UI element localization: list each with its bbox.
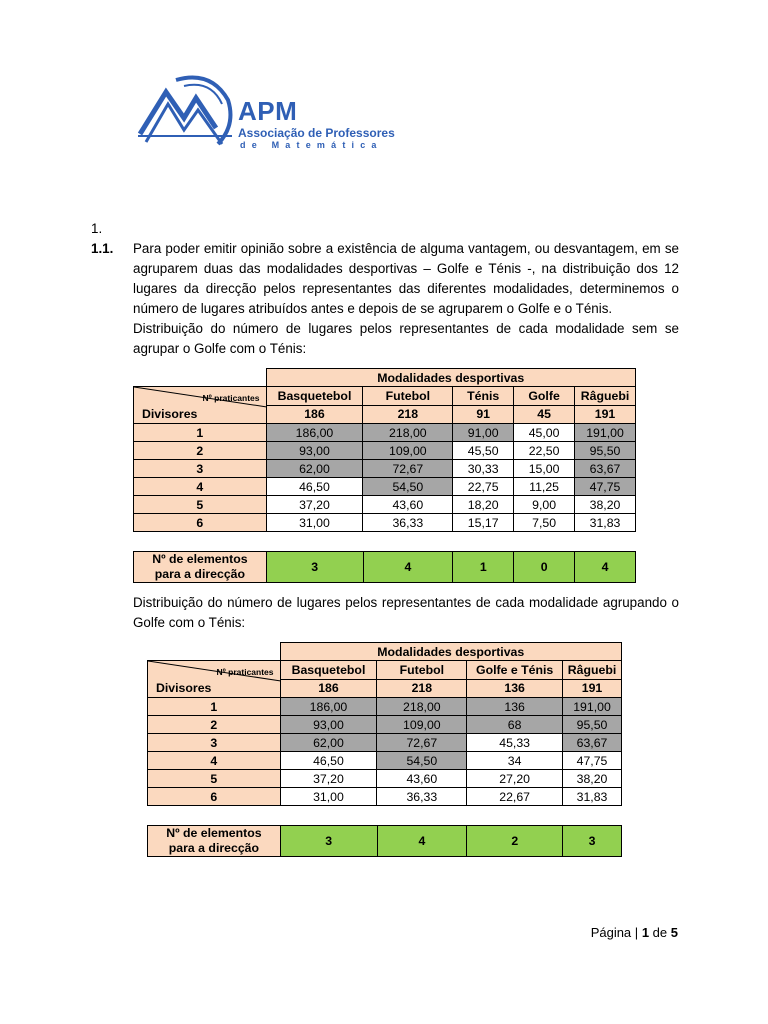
- table-cell: 186,00: [280, 698, 377, 716]
- count-cell: 218: [377, 679, 467, 698]
- table-cell: 93,00: [266, 442, 363, 460]
- logo-line-2: de Matemática: [240, 140, 383, 150]
- column-header: Ténis: [453, 387, 514, 406]
- logo-line-1: Associação de Professores: [238, 126, 395, 140]
- page-word: Página: [590, 925, 632, 940]
- table-cell: 38,20: [575, 496, 636, 514]
- subsection-number: 1.1.: [91, 241, 114, 256]
- elements-cell: 3: [266, 552, 363, 583]
- table-cell: 31,83: [563, 788, 622, 806]
- table-cell: 91,00: [453, 424, 514, 442]
- caption-table-1: Distribuição do número de lugares pelos representantes de cada modalidade sem se agrupar o Golfe com o Ténis:: [133, 321, 679, 356]
- divisor-cell: 4: [148, 752, 281, 770]
- count-cell: 186: [266, 405, 363, 424]
- table-row: [134, 478, 636, 496]
- divisor-cell: 2: [134, 442, 267, 460]
- table-cell: 62,00: [280, 734, 377, 752]
- column-header: Futebol: [363, 387, 453, 406]
- table-cell: 18,20: [453, 496, 514, 514]
- table-cell: 54,50: [377, 752, 467, 770]
- count-cell: 45: [514, 405, 575, 424]
- table-cell: 63,67: [575, 460, 636, 478]
- table-cell: 27,20: [467, 770, 563, 788]
- table-row: [148, 752, 622, 770]
- divisor-cell: 1: [134, 424, 267, 442]
- table-cell: 109,00: [363, 442, 453, 460]
- elements-label: [148, 826, 281, 857]
- divisor-cell: 5: [134, 496, 267, 514]
- table-cell: 22,50: [514, 442, 575, 460]
- table-cell: 30,33: [453, 460, 514, 478]
- table-cell: 15,17: [453, 514, 514, 532]
- divisor-cell: 5: [148, 770, 281, 788]
- table-cell: 37,20: [266, 496, 363, 514]
- table-2: [147, 642, 622, 806]
- table-cell: 31,00: [280, 788, 377, 806]
- elements-label-line-1: Nº de elementos: [166, 826, 262, 840]
- section-number: 1.: [91, 221, 103, 236]
- corner-top-label: Nº praticantes: [216, 667, 274, 677]
- total-pages: 5: [670, 925, 678, 940]
- table-1: [133, 368, 636, 532]
- table-cell: 38,20: [563, 770, 622, 788]
- table-cell: 95,50: [563, 716, 622, 734]
- caption-table-2: Distribuição do número de lugares pelos representantes de cada modalidade agrupando o Golfe com o Ténis:: [133, 595, 679, 630]
- table-row: [148, 770, 622, 788]
- table-cell: 46,50: [280, 752, 377, 770]
- count-cell: 91: [453, 405, 514, 424]
- elements-cell: 0: [514, 552, 575, 583]
- divisor-cell: 3: [148, 734, 281, 752]
- table-cell: 218,00: [363, 424, 453, 442]
- elements-cell: 4: [377, 826, 467, 857]
- count-cell: 186: [280, 679, 377, 698]
- page-number: 1: [641, 925, 650, 940]
- table-cell: 93,00: [280, 716, 377, 734]
- table-cell: 62,00: [266, 460, 363, 478]
- table-2-group-header: Modalidades desportivas: [280, 643, 621, 661]
- table-cell: 47,75: [575, 478, 636, 496]
- apm-logo: [136, 70, 406, 160]
- page-footer: [591, 925, 678, 940]
- table-row: [134, 460, 636, 478]
- table-cell: 191,00: [575, 424, 636, 442]
- elements-cell: 4: [575, 552, 636, 583]
- elements-cell: 1: [453, 552, 514, 583]
- table-cell: 31,83: [575, 514, 636, 532]
- table-cell: 43,60: [363, 496, 453, 514]
- table-cell: 11,25: [514, 478, 575, 496]
- divisor-cell: 2: [148, 716, 281, 734]
- table-row: [134, 442, 636, 460]
- divisor-cell: 4: [134, 478, 267, 496]
- elements-cell: 4: [363, 552, 453, 583]
- table-cell: 45,50: [453, 442, 514, 460]
- count-cell: 218: [363, 405, 453, 424]
- table-cell: 68: [467, 716, 563, 734]
- column-header: Futebol: [377, 661, 467, 680]
- divisor-cell: 1: [148, 698, 281, 716]
- elements-label-line-1: Nº de elementos: [152, 552, 248, 566]
- table-cell: 72,67: [363, 460, 453, 478]
- table-cell: 7,50: [514, 514, 575, 532]
- divisor-cell: 6: [148, 788, 281, 806]
- table-cell: 37,20: [280, 770, 377, 788]
- divisor-cell: 3: [134, 460, 267, 478]
- elements-table-2: [147, 825, 622, 857]
- table-row: [148, 716, 622, 734]
- table-cell: 22,67: [467, 788, 563, 806]
- divisor-cell: 6: [134, 514, 267, 532]
- column-header: Basquetebol: [280, 661, 377, 680]
- elements-label-line-2: para a direcção: [154, 567, 246, 581]
- column-header: Râguebi: [575, 387, 636, 406]
- table-row: [134, 514, 636, 532]
- intro-paragraph: Para poder emitir opinião sobre a existência de alguma vantagem, ou desvantagem, em se agruparem duas das modalidades desportivas – Golfe e Ténis -, na distribuição dos 12 lugares da direcção pelos representantes das diferentes modalidades, determinemos o número de lugares atribuídos antes e depois de se agruparem o Golfe e o Ténis.: [133, 241, 679, 316]
- table-cell: 109,00: [377, 716, 467, 734]
- count-cell: 191: [563, 679, 622, 698]
- table-cell: 15,00: [514, 460, 575, 478]
- table-cell: 191,00: [563, 698, 622, 716]
- table-cell: 36,33: [377, 788, 467, 806]
- elements-cell: 3: [563, 826, 622, 857]
- table-cell: 43,60: [377, 770, 467, 788]
- of-word: de: [652, 925, 668, 940]
- elements-cell: 3: [280, 826, 377, 857]
- count-cell: 136: [467, 679, 563, 698]
- table-row: [148, 788, 622, 806]
- column-header: Basquetebol: [266, 387, 363, 406]
- corner-bottom-label: Divisores: [156, 681, 212, 695]
- table-cell: 95,50: [575, 442, 636, 460]
- table-cell: 136: [467, 698, 563, 716]
- table-cell: 36,33: [363, 514, 453, 532]
- mountain-logo-icon: [136, 70, 236, 160]
- column-header: Râguebi: [563, 661, 622, 680]
- page-separator: |: [634, 925, 639, 940]
- table-cell: 22,75: [453, 478, 514, 496]
- column-header: Golfe: [514, 387, 575, 406]
- count-cell: 191: [575, 405, 636, 424]
- table-cell: 63,67: [563, 734, 622, 752]
- logo-title: APM: [238, 96, 298, 126]
- table-cell: 31,00: [266, 514, 363, 532]
- table-cell: 186,00: [266, 424, 363, 442]
- table-cell: 45,33: [467, 734, 563, 752]
- corner-top-label: Nº praticantes: [202, 393, 260, 403]
- table-cell: 54,50: [363, 478, 453, 496]
- elements-cell: 2: [467, 826, 563, 857]
- table-row: [134, 496, 636, 514]
- table-1-corner: [134, 387, 267, 424]
- elements-table-1: [133, 551, 636, 583]
- table-cell: 47,75: [563, 752, 622, 770]
- table-cell: 9,00: [514, 496, 575, 514]
- column-header: Golfe e Ténis: [467, 661, 563, 680]
- table-cell: 34: [467, 752, 563, 770]
- table-2-corner: [148, 661, 281, 698]
- table-row: [148, 698, 622, 716]
- table-1-group-header: Modalidades desportivas: [266, 369, 635, 387]
- table-row: [148, 734, 622, 752]
- table-row: [134, 424, 636, 442]
- table-cell: 218,00: [377, 698, 467, 716]
- elements-label-line-2: para a direcção: [168, 841, 260, 855]
- elements-label: [134, 552, 267, 583]
- table-cell: 45,00: [514, 424, 575, 442]
- corner-bottom-label: Divisores: [142, 407, 198, 421]
- table-cell: 46,50: [266, 478, 363, 496]
- table-cell: 72,67: [377, 734, 467, 752]
